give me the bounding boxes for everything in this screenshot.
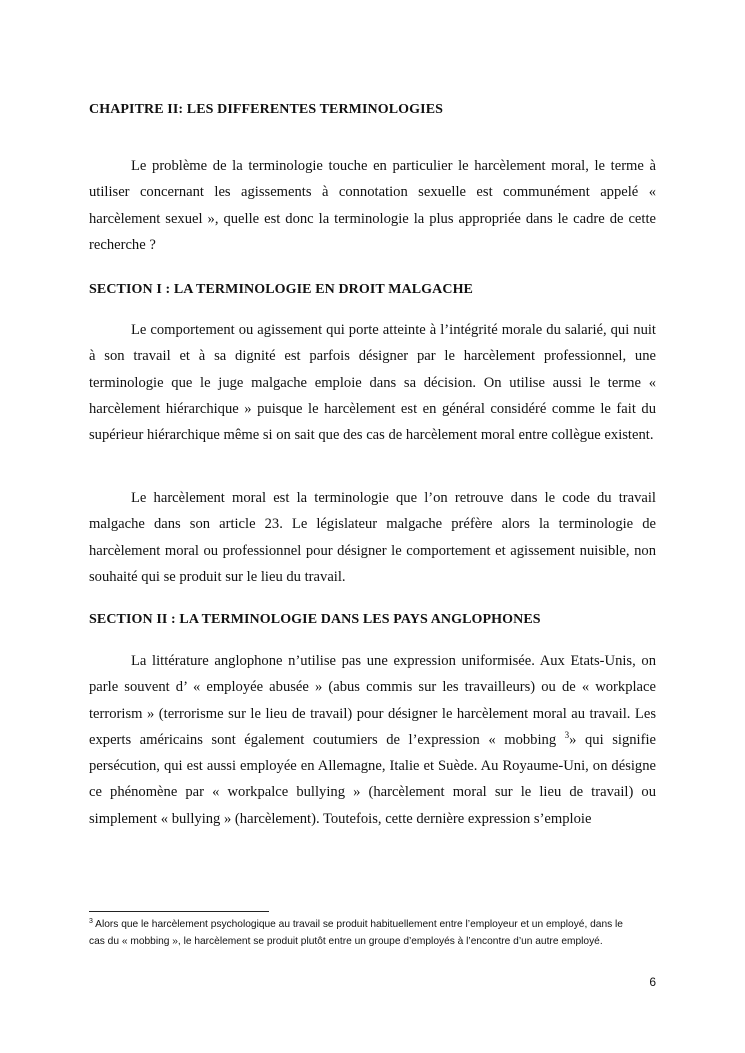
footnote-separator [89, 911, 269, 912]
footnote-number: 3 [89, 918, 93, 925]
footnote-text: Alors que le harcèlement psychologique au travail se produit habituellement entre l’employeur et un employé, dans le cas du « mobbing », le harcèlement se produit plutôt entre un groupe d’employés à l’encontre d’un autre employé. [89, 919, 623, 947]
page-number: 6 [649, 975, 656, 989]
footnote-reference[interactable]: 3 [564, 729, 570, 740]
section-1-paragraph-2-text: Le harcèlement moral est la terminologie que l’on retrouve dans le code du travail malgache dans son article 23. Le législateur malgache préfère alors la terminologie de harcèlement moral ou professionnel pour désigner le comportement et agissement nuisible, non souhaité qui se produit sur le lieu du travail. [89, 490, 656, 585]
chapter-intro-paragraph [89, 153, 656, 258]
section-2-title: SECTION II : LA TERMINOLOGIE DANS LES PAYS ANGLOPHONES [89, 612, 541, 627]
section-2-paragraph-1 [89, 648, 656, 832]
chapter-intro-text: Le problème de la terminologie touche en particulier le harcèlement moral, le terme à utiliser concernant les agissements à connotation sexuelle est communément appelé « harcèlement sexuel », quelle est donc la terminologie la plus appropriée dans le cadre de cette recherche ? [89, 158, 656, 253]
footnote [89, 917, 629, 950]
section-1-paragraph-2 [89, 485, 656, 590]
section-1-paragraph-1-text: Le comportement ou agissement qui porte atteinte à l’intégrité morale du salarié, qui nuit à son travail et à sa dignité est parfois désigner par le harcèlement professionnel, une terminologie que le juge malgache emploie dans sa décision. On utilise aussi le terme « harcèlement hiérarchique » puisque le harcèlement est en général considéré comme le fait du supérieur hiérarchique même si on sait que des cas de harcèlement moral entre collègue existent. [89, 322, 656, 444]
section-2-paragraph-1-text-before: La littérature anglophone n’utilise pas une expression uniformisée. Aux Etats-Unis, on parle souvent d’ « employée abusée » (abus commis sur les travailleurs) ou de « workplace terrorism » (terrorisme sur le lieu de travail) pour désigner le harcèlement moral au travail. Les experts américains sont également coutumiers de l’expression « mobbing [89, 653, 656, 748]
section-2-paragraph-1-text-after: » qui signifie persécution, qui est aussi employée en Allemagne, Italie et Suède. Au Royaume-Uni, on désigne ce phénomène par « workpalce bullying » (harcèlement moral sur le lieu de travail) ou simplement « bullying » (harcèlement). Toutefois, cette dernière expression s’emploie [89, 731, 656, 827]
section-1-title: SECTION I : LA TERMINOLOGIE EN DROIT MALGACHE [89, 282, 473, 297]
section-1-paragraph-1 [89, 317, 656, 448]
chapter-title: CHAPITRE II: LES DIFFERENTES TERMINOLOGIES [89, 102, 444, 117]
